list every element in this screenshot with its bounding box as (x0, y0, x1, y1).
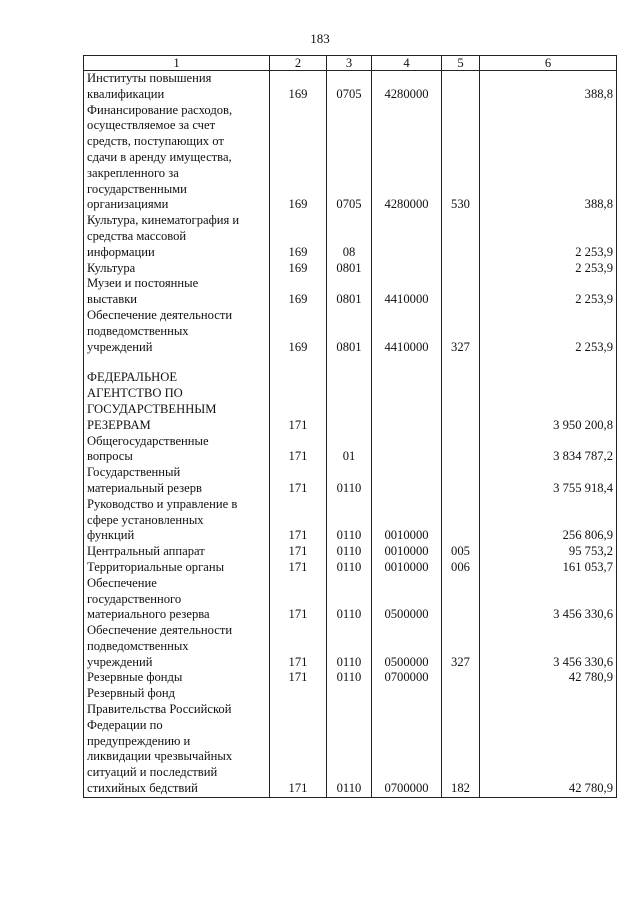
table-row (84, 576, 617, 623)
empty-cell (442, 355, 480, 370)
code-cell: 0110 (327, 686, 372, 797)
code-cell: 182 (442, 686, 480, 797)
code-cell: 0801 (327, 276, 372, 308)
column-header-6: 6 (480, 56, 617, 71)
amount-cell: 3 755 918,4 (480, 465, 617, 497)
table-row (84, 670, 617, 686)
code-cell: 0700000 (372, 686, 442, 797)
amount-cell: 3 950 200,8 (480, 370, 617, 433)
code-cell: 0110 (327, 544, 372, 560)
code-cell: 4410000 (372, 276, 442, 308)
table-row (84, 434, 617, 466)
item-name-cell: Обеспечение государственного материального резерва (84, 576, 270, 623)
amount-cell: 95 753,2 (480, 544, 617, 560)
code-cell: 0110 (327, 497, 372, 544)
code-cell (372, 213, 442, 260)
code-cell: 4280000 (372, 103, 442, 214)
column-header-2: 2 (270, 56, 327, 71)
code-cell (372, 370, 442, 433)
code-cell: 327 (442, 623, 480, 670)
code-cell: 0110 (327, 465, 372, 497)
code-cell: 0801 (327, 261, 372, 277)
code-cell: 171 (270, 434, 327, 466)
item-name-cell: Культура (84, 261, 270, 277)
code-cell: 171 (270, 370, 327, 433)
code-cell: 327 (442, 308, 480, 355)
item-name-cell: Резервные фонды (84, 670, 270, 686)
code-cell: 171 (270, 497, 327, 544)
empty-cell (372, 355, 442, 370)
code-cell (372, 434, 442, 466)
code-cell: 530 (442, 103, 480, 214)
code-cell: 169 (270, 103, 327, 214)
header-row (84, 56, 617, 71)
empty-cell (480, 355, 617, 370)
code-cell (442, 434, 480, 466)
item-name-cell: Территориальные органы (84, 560, 270, 576)
code-cell: 0010000 (372, 560, 442, 576)
code-cell (442, 670, 480, 686)
item-name-cell: Обеспечение деятельности подведомственных учреждений (84, 623, 270, 670)
table-body (84, 71, 617, 798)
code-cell (442, 71, 480, 103)
code-cell: 0110 (327, 670, 372, 686)
table-row (84, 497, 617, 544)
code-cell: 0705 (327, 71, 372, 103)
table-row (84, 686, 617, 797)
code-cell (372, 261, 442, 277)
amount-cell: 3 456 330,6 (480, 576, 617, 623)
code-cell (372, 465, 442, 497)
item-name-cell: Руководство и управление в сфере установленных функций (84, 497, 270, 544)
item-name-cell: Музеи и постоянные выставки (84, 276, 270, 308)
code-cell: 4280000 (372, 71, 442, 103)
code-cell: 0801 (327, 308, 372, 355)
code-cell: 4410000 (372, 308, 442, 355)
amount-cell: 2 253,9 (480, 213, 617, 260)
code-cell: 171 (270, 576, 327, 623)
column-header-4: 4 (372, 56, 442, 71)
amount-cell: 2 253,9 (480, 261, 617, 277)
empty-cell (270, 355, 327, 370)
code-cell: 171 (270, 465, 327, 497)
code-cell: 171 (270, 560, 327, 576)
item-name-cell: Культура, кинематография и средства массовой информации (84, 213, 270, 260)
code-cell: 01 (327, 434, 372, 466)
spacer-row (84, 355, 617, 370)
code-cell: 169 (270, 71, 327, 103)
item-name-cell: Резервный фонд Правительства Российской Федерации по предупреждению и ликвидации чрезвычайных ситуаций и последствий стихийных бедствий (84, 686, 270, 797)
code-cell: 0705 (327, 103, 372, 214)
amount-cell: 3 834 787,2 (480, 434, 617, 466)
code-cell: 169 (270, 213, 327, 260)
amount-cell: 388,8 (480, 103, 617, 214)
budget-table (83, 55, 617, 798)
code-cell (442, 465, 480, 497)
code-cell: 171 (270, 670, 327, 686)
table-row (84, 370, 617, 433)
table-header (84, 56, 617, 71)
table-row (84, 71, 617, 103)
amount-cell: 42 780,9 (480, 670, 617, 686)
page-number: 183 (310, 31, 330, 46)
code-cell (327, 370, 372, 433)
table-row (84, 103, 617, 214)
code-cell (442, 213, 480, 260)
table-row (84, 261, 617, 277)
code-cell: 0500000 (372, 576, 442, 623)
amount-cell: 3 456 330,6 (480, 623, 617, 670)
item-name-cell: ФЕДЕРАЛЬНОЕ АГЕНТСТВО ПО ГОСУДАРСТВЕННЫМ РЕЗЕРВАМ (84, 370, 270, 433)
code-cell: 005 (442, 544, 480, 560)
code-cell: 08 (327, 213, 372, 260)
code-cell: 169 (270, 308, 327, 355)
code-cell: 0110 (327, 560, 372, 576)
code-cell: 169 (270, 261, 327, 277)
amount-cell: 388,8 (480, 71, 617, 103)
code-cell (442, 576, 480, 623)
code-cell (442, 261, 480, 277)
item-name-cell: Институты повышения квалификации (84, 71, 270, 103)
item-name-cell: Центральный аппарат (84, 544, 270, 560)
item-name-cell: Финансирование расходов, осуществляемое за счет средств, поступающих от сдачи в аренду имущества, закрепленного за государственными организациями (84, 103, 270, 214)
code-cell: 171 (270, 686, 327, 797)
amount-cell: 2 253,9 (480, 276, 617, 308)
code-cell: 171 (270, 544, 327, 560)
code-cell (442, 276, 480, 308)
item-name-cell: Общегосударственные вопросы (84, 434, 270, 466)
table-row (84, 276, 617, 308)
code-cell (442, 497, 480, 544)
amount-cell: 256 806,9 (480, 497, 617, 544)
code-cell (442, 370, 480, 433)
code-cell: 0010000 (372, 544, 442, 560)
item-name-cell: Государственный материальный резерв (84, 465, 270, 497)
table-row (84, 544, 617, 560)
code-cell: 169 (270, 276, 327, 308)
table-row (84, 623, 617, 670)
code-cell: 0110 (327, 623, 372, 670)
amount-cell: 161 053,7 (480, 560, 617, 576)
table-row (84, 213, 617, 260)
amount-cell: 2 253,9 (480, 308, 617, 355)
empty-cell (327, 355, 372, 370)
code-cell: 006 (442, 560, 480, 576)
table-row (84, 560, 617, 576)
amount-cell: 42 780,9 (480, 686, 617, 797)
code-cell: 171 (270, 623, 327, 670)
code-cell: 0700000 (372, 670, 442, 686)
column-header-1: 1 (84, 56, 270, 71)
code-cell: 0500000 (372, 623, 442, 670)
table-row (84, 308, 617, 355)
item-name-cell: Обеспечение деятельности подведомственных учреждений (84, 308, 270, 355)
table-row (84, 465, 617, 497)
column-header-5: 5 (442, 56, 480, 71)
empty-cell (84, 355, 270, 370)
column-header-3: 3 (327, 56, 372, 71)
code-cell: 0110 (327, 576, 372, 623)
code-cell: 0010000 (372, 497, 442, 544)
